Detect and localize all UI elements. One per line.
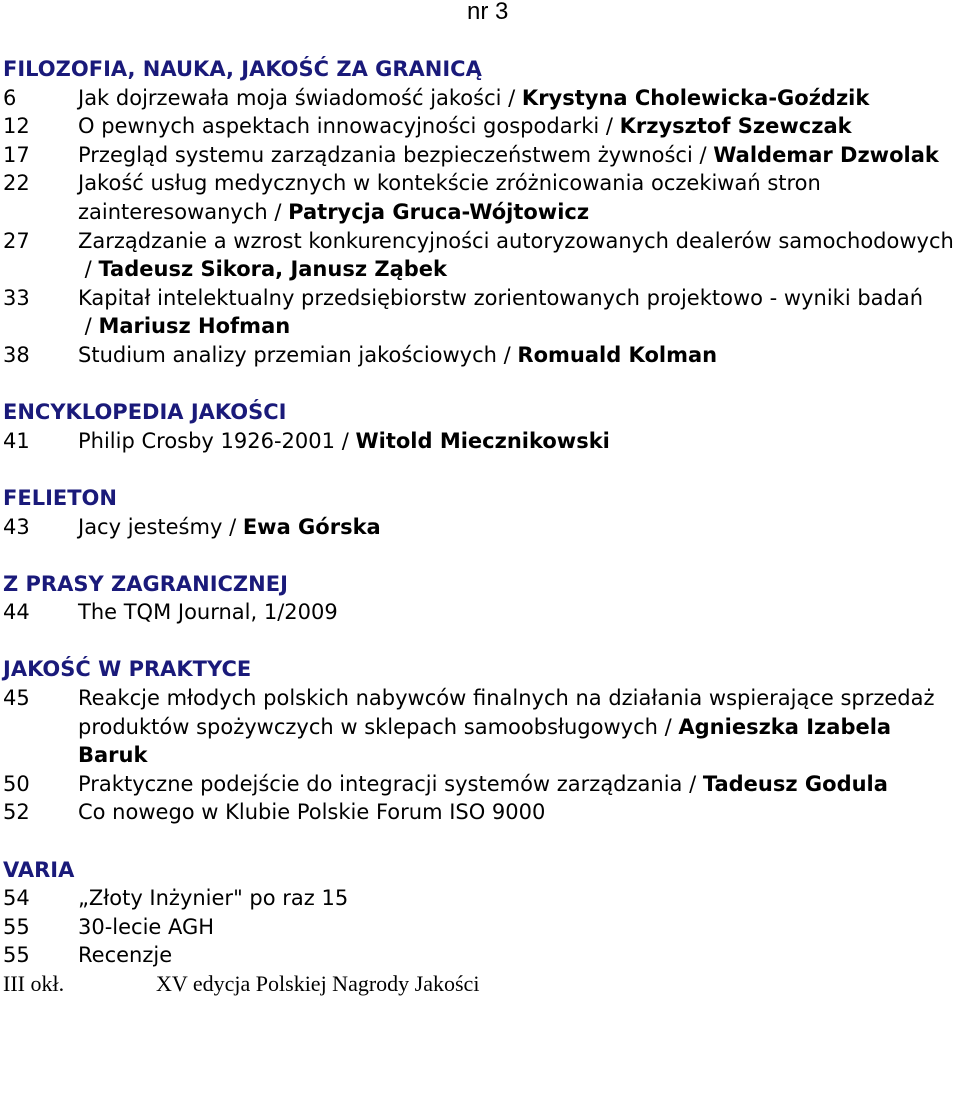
article-title: Philip Crosby 1926-2001 (78, 428, 336, 453)
article-title: O pewnych aspektach innowacyjności gospodarki (78, 114, 600, 139)
article-author: Agnieszka Izabela Baruk (78, 714, 892, 768)
article-title: Kapitał intelektualny przedsiębiorstw zorientowanych projektowo - wyniki badań (78, 285, 924, 310)
article-author: Krystyna Cholewicka-Goździk (521, 85, 870, 110)
page-number: 27 (3, 228, 30, 253)
page-number: 55 (3, 914, 30, 939)
section-z-prasy (3, 570, 958, 627)
article-author: Mariusz Hofman (98, 314, 291, 339)
page-number: 45 (3, 686, 30, 711)
page-number: 33 (3, 285, 30, 310)
page-number: 38 (3, 342, 30, 367)
page-number: 44 (3, 600, 30, 625)
page-number: 54 (3, 886, 30, 911)
section-title: FILOZOFIA, NAUKA, JAKOŚĆ ZA GRANICĄ (3, 57, 482, 81)
article-author: Ewa Górska (242, 514, 381, 539)
section-encyklopedia (3, 398, 958, 455)
article-title: Przegląd systemu zarządzania bezpieczeństwem żywności (78, 142, 693, 167)
cover-label: III okł. (3, 971, 65, 996)
article-title: „Złoty Inżynier" po raz 15 (78, 886, 349, 911)
article-title: Jak dojrzewała moja świadomość jakości (78, 85, 502, 110)
article-author: Waldemar Dzwolak (713, 142, 939, 167)
issue-number: nr 3 (467, 0, 509, 25)
article-title: Co nowego w Klubie Polskie Forum ISO 9000 (78, 800, 546, 825)
article-title: Reakcje młodych polskich nabywców finalnych na działania wspierające sprzedaż produktów spożywczych w sklepach samoobsługowych (78, 686, 935, 739)
section-title: FELIETON (3, 485, 117, 510)
toc-entry: 6 Jak dojrzewała moja świadomość jakości / Krystyna Cholewicka-Goździk (3, 84, 958, 113)
toc-entry: 45 Reakcje młodych polskich nabywców finalnych na działania wspierające sprzedaż produktów spożywczych w sklepach samoobsługowych / Agnieszka Izabela Baruk (3, 684, 958, 770)
cover-title: XV edycja Polskiej Nagrody Jakości (156, 971, 480, 996)
page-number: 22 (3, 171, 30, 196)
article-title: Recenzje (78, 943, 173, 968)
article-title: Jakość usług medycznych w kontekście zróżnicowania oczekiwań stron zainteresowanych (78, 171, 821, 224)
article-author: Tadeusz Godula (702, 771, 888, 796)
toc-entry: 50 Praktyczne podejście do integracji systemów zarządzania / Tadeusz Godula (3, 770, 958, 799)
article-author: Krzysztof Szewczak (619, 114, 852, 139)
toc-entry: 38 Studium analizy przemian jakościowych / Romuald Kolman (3, 341, 958, 370)
section-title: ENCYKLOPEDIA JAKOŚCI (3, 400, 287, 425)
article-title: The TQM Journal, 1/2009 (78, 600, 338, 625)
toc-entry: 22 Jakość usług medycznych w kontekście zróżnicowania oczekiwań stron zainteresowanych / Patrycja Gruca-Wójtowicz (3, 169, 958, 226)
page-number: 6 (3, 85, 17, 110)
toc-entry (3, 884, 958, 913)
toc-entry: 27 Zarządzanie a wzrost konkurencyjności autoryzowanych dealerów samochodowych / Tadeusz Sikora, Janusz Ząbek (3, 227, 958, 284)
article-author: Romuald Kolman (517, 342, 718, 367)
page-number: 52 (3, 800, 30, 825)
toc-entry (3, 913, 958, 942)
section-title: JAKOŚĆ W PRAKTYCE (3, 657, 252, 682)
page-number: 50 (3, 771, 30, 796)
article-author: Patrycja Gruca-Wójtowicz (288, 199, 590, 224)
page-number: 12 (3, 114, 30, 139)
article-title: 30-lecie AGH (78, 914, 215, 939)
section-title: VARIA (3, 857, 75, 882)
article-title: Jacy jesteśmy (78, 514, 223, 539)
toc-entry: 43 Jacy jesteśmy / Ewa Górska (3, 513, 958, 542)
page-number: 55 (3, 943, 30, 968)
toc-entry (3, 798, 958, 827)
toc-entry: 12 O pewnych aspektach innowacyjności gospodarki / Krzysztof Szewczak (3, 112, 958, 141)
toc-entry (3, 598, 958, 627)
cover-note (3, 970, 958, 999)
toc-entry: 33 Kapitał intelektualny przedsiębiorstw zorientowanych projektowo - wyniki badań / Mariusz Hofman (3, 284, 958, 341)
toc-entry (3, 941, 958, 970)
table-of-contents (3, 55, 958, 999)
section-filozofia (3, 55, 958, 370)
section-title: Z PRASY ZAGRANICZNEJ (3, 571, 288, 596)
section-varia (3, 856, 958, 999)
page-number: 43 (3, 514, 30, 539)
toc-entry: 17 Przegląd systemu zarządzania bezpieczeństwem żywności / Waldemar Dzwolak (3, 141, 958, 170)
article-title: Zarządzanie a wzrost konkurencyjności autoryzowanych dealerów samochodowych (78, 228, 954, 253)
article-author: Witold Miecznikowski (355, 428, 610, 453)
page-number: 41 (3, 428, 30, 453)
article-title: Praktyczne podejście do integracji systemów zarządzania (78, 771, 683, 796)
toc-entry: 41 Philip Crosby 1926-2001 / Witold Miecznikowski (3, 427, 958, 456)
article-title: Studium analizy przemian jakościowych (78, 342, 497, 367)
page-number: 17 (3, 142, 30, 167)
section-felieton (3, 484, 958, 541)
section-jakosc-w-praktyce (3, 655, 958, 827)
article-author: Tadeusz Sikora, Janusz Ząbek (98, 257, 448, 282)
